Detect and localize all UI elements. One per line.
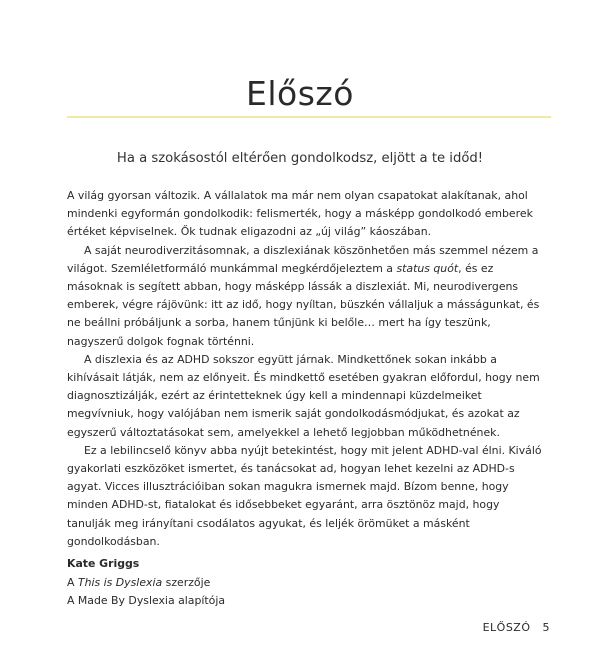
paragraph-1: A világ gyorsan változik. A vállalatok ma már nem olyan csapatokat alakítanak, ahol mindenki egyformán gondolkodik: felismerték, hogy a másképp gondolkodó emberek értéket képviselnek. Ők tudnak eligazodni az „új világ” káoszában. (67, 189, 533, 239)
tagline: Ha a szokásostól eltérően gondolkodsz, eljött a te időd! (116, 151, 484, 166)
paragraph-2 (67, 242, 545, 351)
signature-block (67, 555, 225, 611)
author-name: Kate Griggs (67, 557, 140, 570)
author-book-suffix: szerzője (162, 575, 211, 589)
title-divider (67, 116, 551, 118)
foreword-body (67, 187, 545, 551)
author-org-line: A Made By Dyslexia alapítója (67, 594, 226, 608)
page-footer (483, 621, 550, 634)
footer-section-label: ELŐSZÓ (482, 621, 531, 634)
page-number: 5 (542, 621, 550, 634)
author-book-prefix: A (67, 575, 78, 589)
author-book-line (67, 574, 225, 593)
page-title: Előszó (246, 74, 354, 114)
italic-status-quo: status quót (396, 261, 459, 275)
paragraph-4: Ez a lebilincselő könyv abba nyújt betekintést, hogy mit jelent ADHD-val élni. Kiváló gyakorlati eszközöket ismertet, és tanácsokat ad, hogyan lehet kezelni az ADHD-s agyat. Vicces illusztrációiban sokan magukra ismernek majd. Bízom benne, hogy minden ADHD-st, fiatalokat és idősebbeket egyaránt, arra ösztönöz majd, hogy tanulják meg irányítani csodálatos agyukat, és leljék örömüket a másként gondolkodásban. (67, 443, 542, 548)
book-title: This is Dyslexia (77, 575, 163, 589)
paragraph-2-text: A saját neurodiverzitásomnak, a diszlexiának köszönhetően más szemmel nézem a világot. Szemléletformáló munkámmal megkérdőjeleztem a status quót, és ez másoknak is segített abban, hogy másképp lássák a diszlexiát. Mi, neurodivergens emberek, végre rájövünk: itt az idő, hogy nyíltan, büszkén vállaljuk a másságunkat, és ne beállni próbáljunk a sorba, hanem tűnjünk ki belőle… mert ha így teszünk, nagyszerű dolgok fognak történni. (67, 243, 540, 348)
paragraph-3: A diszlexia és az ADHD sokszor együtt járnak. Mindkettőnek sokan inkább a kihívásait látják, nem az előnyeit. És mindkettő esetében gyakran előfordul, hogy nem diagnosztizálják, ezért az érintetteknek úgy kell a mindennapi küzdelmeiket megvívniuk, hogy valójában nem ismerik saját gondolkodásmódjukat, és azokat az egyszerű változtatásokat sem, amelyekkel a lehető legjobban működhetnének. (67, 352, 540, 439)
